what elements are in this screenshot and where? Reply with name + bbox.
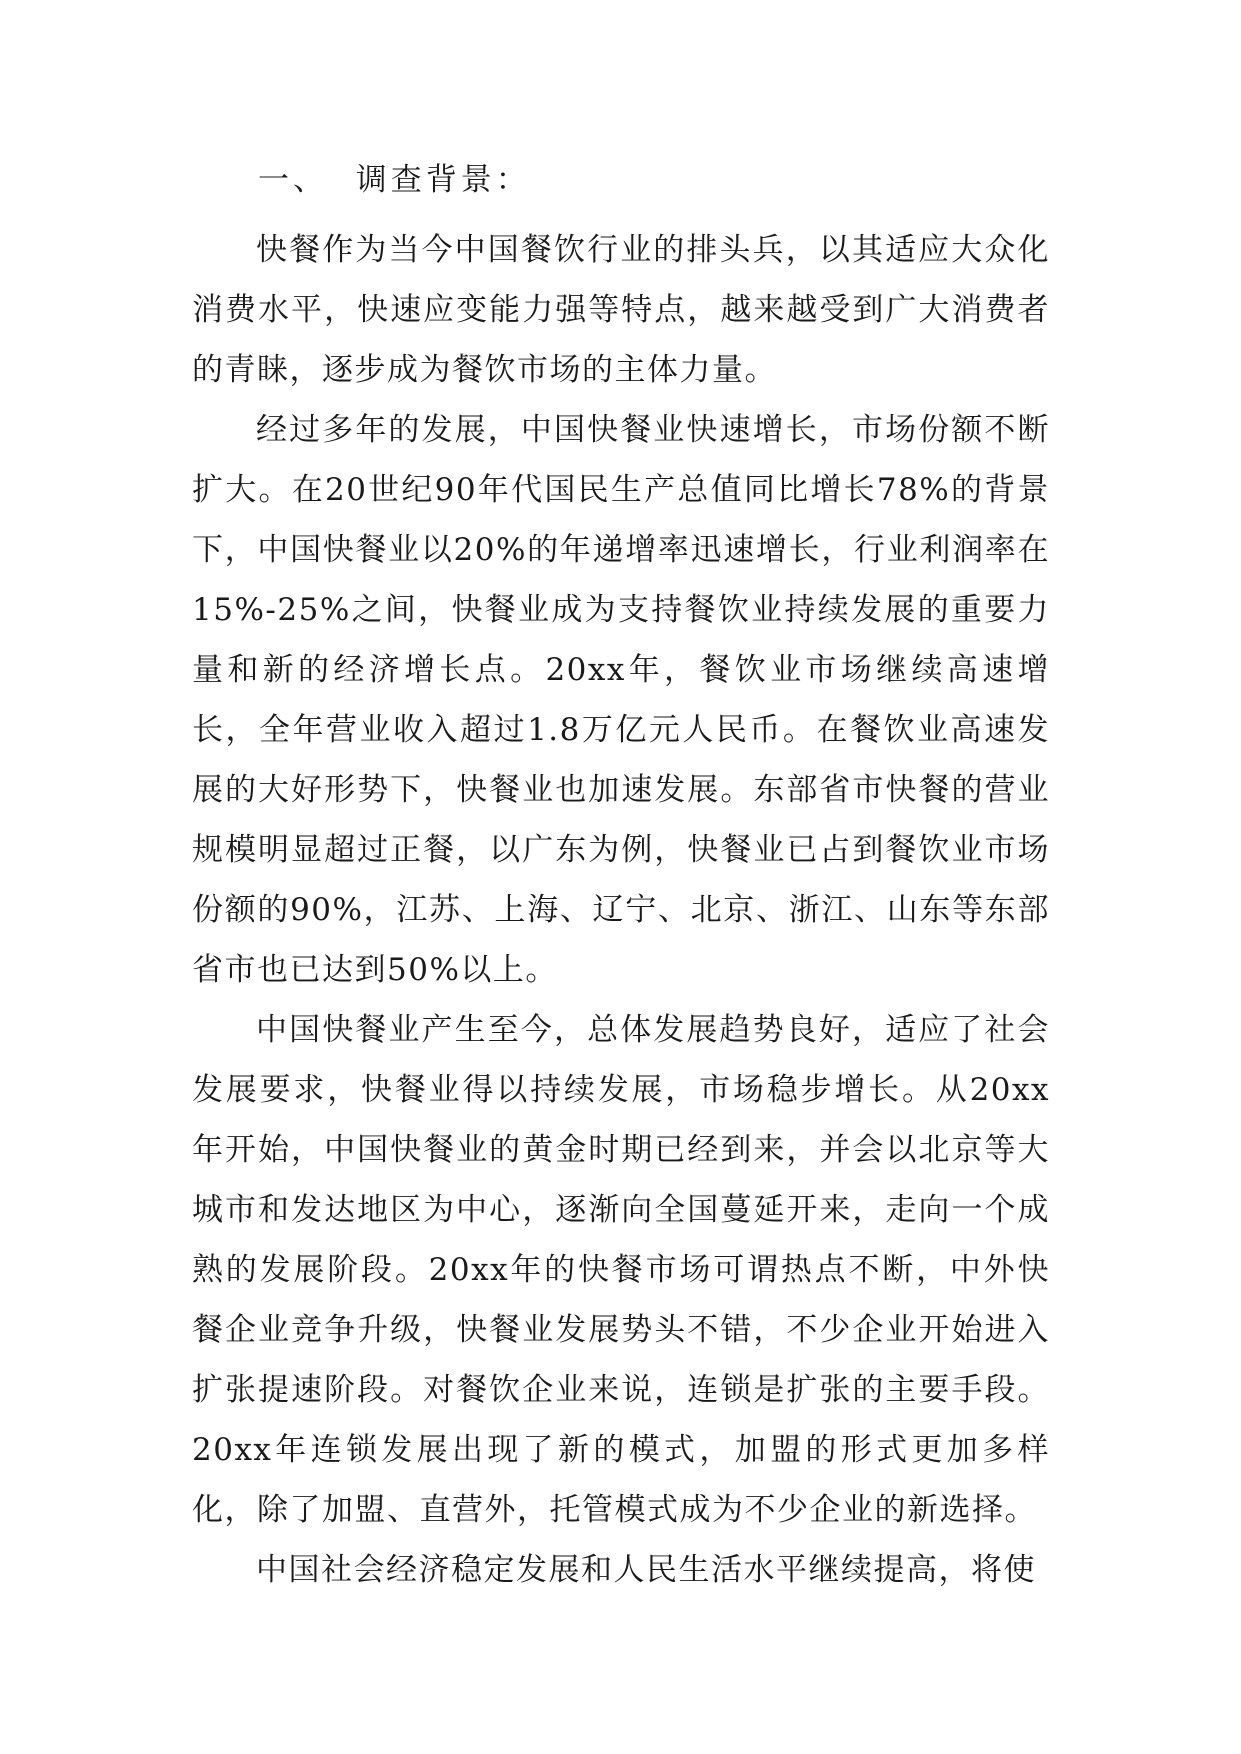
paragraph-4: 中国社会经济稳定发展和人民生活水平继续提高，将使 xyxy=(256,1552,1036,1588)
paragraph-3: 中国快餐业产生至今，总体发展趋势良好，适应了社会发展要求，快餐业得以持续发展，市场稳步增长。从20xx年开始，中国快餐业的黄金时期已经到来，并会以北京等大城市和发达地区为中心，逐渐向全国蔓延开来，走向一个成熟的发展阶段。20xx年的快餐市场可谓热点不断，中外快餐企业竞争升级，快餐业发展势头不错，不少企业开始进入扩张提速阶段。对餐饮企业来说，连锁是扩张的主要手段。20xx年连锁发展出现了新的模式，加盟的形式更加多样化，除了加盟、直营外，托管模式成为不少企业的新选择。 xyxy=(192,1012,1050,1528)
paragraph-1: 快餐作为当今中国餐饮行业的排头兵，以其适应大众化消费水平，快速应变能力强等特点，越来越受到广大消费者的青睐，逐步成为餐饮市场的主体力量。 xyxy=(192,232,1050,388)
paragraph-2: 经过多年的发展，中国快餐业快速增长，市场份额不断扩大。在20世纪90年代国民生产总值同比增长78%的背景下，中国快餐业以20%的年递增率迅速增长，行业利润率在15%-25%之间，快餐业成为支持餐饮业持续发展的重要力量和新的经济增长点。20xx年，餐饮业市场继续高速增长，全年营业收入超过1.8万亿元人民币。在餐饮业高速发展的大好形势下，快餐业也加速发展。东部省市快餐的营业规模明显超过正餐，以广东为例，快餐业已占到餐饮业市场份额的90%，江苏、上海、辽宁、北京、浙江、山东等东部省市也已达到50%以上。 xyxy=(192,412,1050,988)
section-heading: 一、 调查背景： xyxy=(258,162,531,198)
document-page xyxy=(192,160,1050,1600)
